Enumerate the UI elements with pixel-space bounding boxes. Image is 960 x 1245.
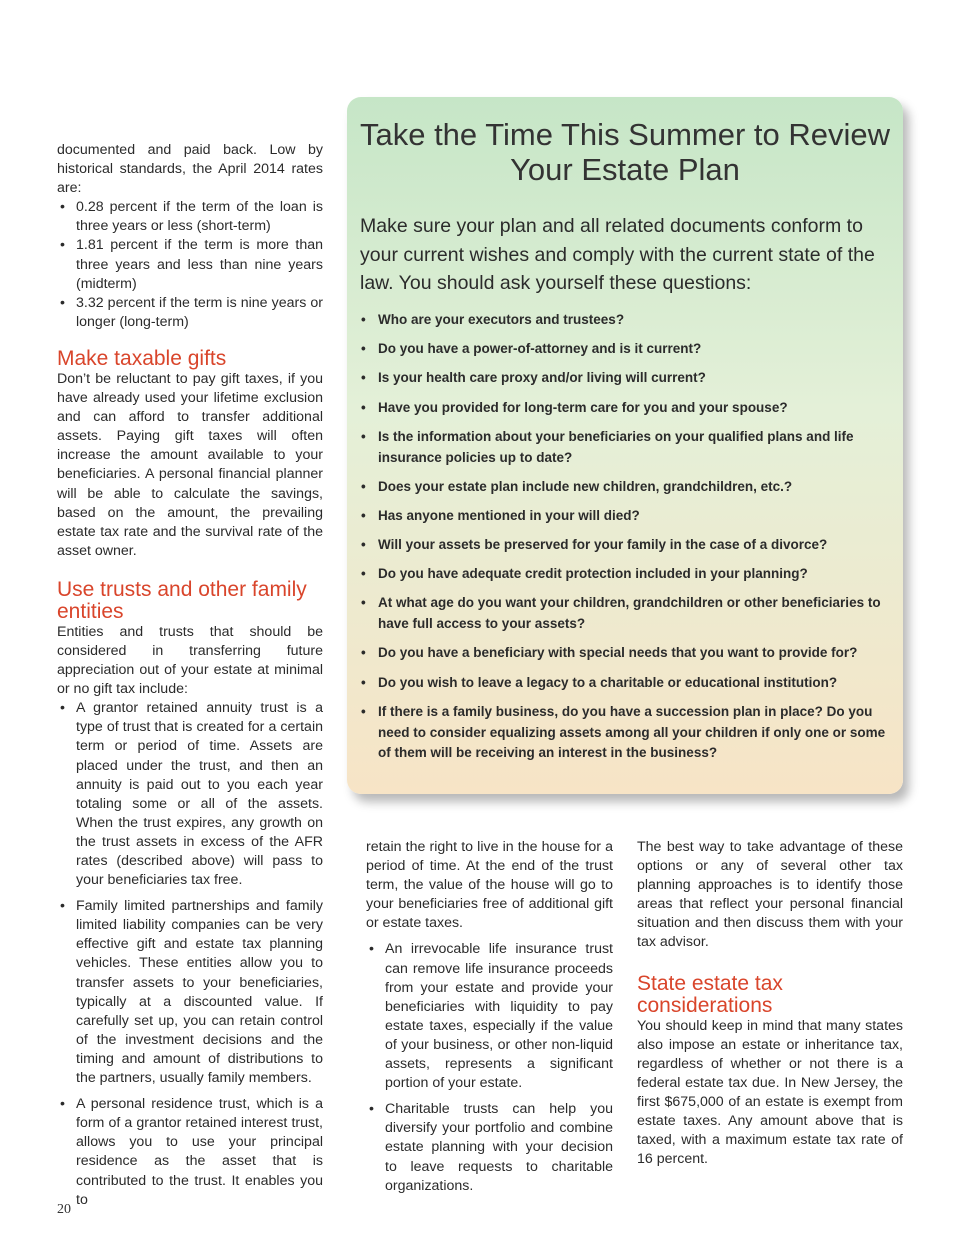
trust-item: • A personal residence trust, which is a form of a grantor retained interest trust, allows you to use your principal residence as the asset that is contributed to the trust. It enables you to [57,1095,323,1210]
section-heading-taxable-gifts: Make taxable gifts [57,346,227,370]
trust-item: • Charitable trusts can help you diversify your portfolio and combine estate planning with your decision to leave requests to charitable organizations. [366,1100,613,1195]
question-item: • Who are your executors and trustees? [360,310,895,331]
trusts-paragraph: Entities and trusts that should be considered in transferring future appreciation out of your estate at minimal or no gift tax include: [57,623,323,698]
question-item: • Do you have a beneficiary with special needs that you want to provide for? [360,643,895,664]
callout-intro: Make sure your plan and all related documents conform to your current wishes and comply with the current state of the law. You should ask yourself these questions: [360,215,875,294]
rate-item: • 0.28 percent if the term of the loan is three years or less (short-term) [57,198,323,236]
trust-types-list [366,940,613,1195]
section-heading-trusts: Use trusts and other family entities [57,577,307,623]
left-column [57,141,323,1210]
middle-column [366,838,613,1196]
estate-plan-callout-box [347,97,903,794]
section-heading-state-tax: State estate tax considerations [637,971,783,1017]
trust-item: • A grantor retained annuity trust is a type of trust that is created for a certain term or period of time. Assets are placed under the trust, and then an annuity is paid out to you each year totaling some or all of the assets. When the trust expires, any growth on the trust assets in excess of the AFR rates (described above) will pass to your beneficiaries tax free. [57,699,323,890]
taxable-gifts-paragraph: Don’t be reluctant to pay gift taxes, if you have already used your lifetime exclusion and can afford to transfer additional assets. Paying gift taxes will often increase the amount available to your beneficiaries. A personal financial planner will be able to calculate the savings, based on the amount, the prevailing estate tax rate and the survival rate of the asset owner. [57,370,323,559]
question-item: • Is your health care proxy and/or living will current? [360,368,895,389]
page-number: 20 [57,1202,71,1217]
rates-list [57,198,323,332]
question-item: • At what age do you want your children, grandchildren or other beneficiaries to have full access to your assets? [360,593,895,635]
rate-item: • 3.32 percent if the term is nine years or longer (long-term) [57,294,323,332]
question-item: • Do you have adequate credit protection included in your planning? [360,564,895,585]
state-tax-paragraph: You should keep in mind that many states also impose an estate or inheritance tax, regardless of whether or not there is a federal estate tax due. In New Jersey, the first $675,000 of an estate is exempt from estate taxes. Any amount above that is taxed, with a maximum estate tax rate of 16 percent. [637,1017,903,1168]
intro-paragraph: documented and paid back. Low by historical standards, the April 2014 rates are: [57,142,323,197]
question-item: • Will your assets be preserved for your family in the case of a divorce? [360,535,895,556]
question-item: • Is the information about your beneficiaries on your qualified plans and life insurance policies up to date? [360,427,895,469]
question-item: • If there is a family business, do you have a succession plan in place? Do you need to consider equalizing assets among all your children if only one or some of them will be receiving an interest in the business? [360,702,895,764]
question-item: • Has anyone mentioned in your will died? [360,506,895,527]
trust-item: • Family limited partnerships and family limited liability companies can be very effective gift and estate tax planning vehicles. These entities allow you to transfer assets to your beneficiaries, typically at a discounted value. If carefully set up, you can retain control of the investment decisions and the timing and amount of distributions to the partners, usually family members. [57,897,323,1088]
continued-paragraph: retain the right to live in the house for a period of time. At the end of the trust term, the value of the house will go to your beneficiaries free of additional gift or estate taxes. [366,839,613,932]
closing-paragraph: The best way to take advantage of these options or any of several other tax planning approaches is to identify those areas that reflect your personal financial situation and then discuss them with your tax advisor. [637,839,903,951]
question-item: • Have you provided for long-term care for you and your spouse? [360,398,895,419]
rate-item: • 1.81 percent if the term is more than three years and less than nine years (midterm) [57,236,323,293]
callout-title: Take the Time This Summer to Review Your Estate Plan [359,117,891,187]
question-item: • Do you wish to leave a legacy to a charitable or educational institution? [360,673,895,694]
trust-item: • An irrevocable life insurance trust can remove life insurance proceeds from your estate and provide your beneficiaries with liquidity to pay estate taxes, especially if the value of your business, or other non-liquid assets, represents a significant portion of your estate. [366,940,613,1093]
right-column [637,838,903,1169]
question-item: • Do you have a power-of-attorney and is it current? [360,339,895,360]
callout-questions-list [360,310,895,773]
question-item: • Does your estate plan include new children, grandchildren, etc.? [360,477,895,498]
trusts-list [57,699,323,1209]
